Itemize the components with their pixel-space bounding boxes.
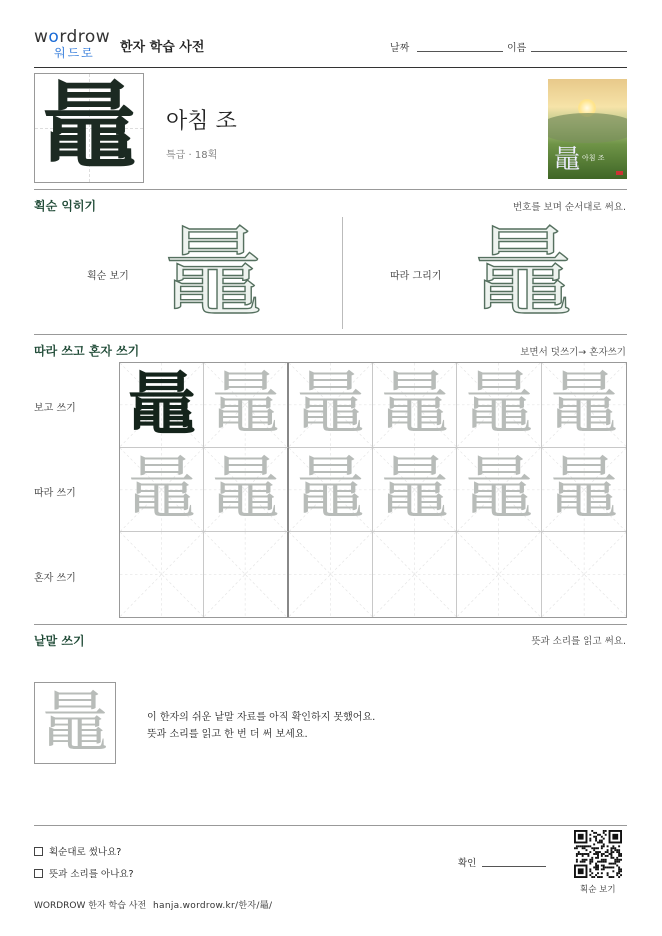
stroke-trace-label: 따라 그리기	[390, 271, 442, 282]
practice-cell[interactable]	[204, 448, 288, 533]
trace-character: 鼂	[380, 365, 449, 444]
thumb-label: 아침 조	[582, 154, 605, 162]
qr-code-icon[interactable]	[574, 830, 622, 878]
confirm-field[interactable]	[482, 866, 546, 867]
vocab-message-line1: 이 한자의 쉬운 낱말 자료를 아직 확인하지 못했어요.	[147, 712, 376, 723]
trace-character: 鼂	[296, 365, 365, 444]
vocab-section-title: 낱말 쓰기	[34, 634, 85, 648]
row-label-solo: 혼자 쓰기	[34, 573, 76, 584]
practice-cell[interactable]	[289, 363, 373, 448]
trace-character: 鼂	[464, 449, 533, 529]
checkbox-icon[interactable]	[34, 869, 43, 878]
vocab-message-line2: 뜻과 소리를 읽고 한 번 더 써 보세요.	[147, 729, 308, 740]
check1-label: 획순대로 썼나요?	[49, 847, 122, 858]
checklist-item-stroke[interactable]	[34, 844, 121, 858]
hero-divider	[34, 189, 627, 190]
stroke-divider	[342, 217, 343, 329]
stroke-trace-character[interactable]: 鼂	[473, 217, 572, 331]
logo-text-pre: w	[34, 27, 49, 47]
practice-cell[interactable]	[120, 532, 204, 617]
confirm-label: 확인	[458, 858, 477, 869]
thumb-character: 鼂	[554, 145, 581, 175]
logo-text-o: o	[48, 27, 60, 47]
hero-character-box	[34, 73, 144, 183]
practice-cell[interactable]	[120, 363, 204, 448]
row-label-trace: 따라 쓰기	[34, 488, 76, 499]
practice-cell[interactable]	[289, 448, 373, 533]
header-divider	[34, 67, 627, 68]
name-label: 이름	[507, 43, 527, 54]
practice-cell[interactable]	[289, 532, 373, 617]
footer-url[interactable]: hanja.wordrow.kr/한자/鼂/	[153, 901, 273, 911]
wordrow-logo	[34, 28, 112, 62]
practice-cell[interactable]	[457, 363, 541, 448]
trace-character: 鼂	[296, 449, 365, 529]
footer-divider	[34, 825, 627, 826]
practice-cell[interactable]	[373, 448, 457, 533]
practice-cell[interactable]	[542, 363, 626, 448]
practice-cell[interactable]	[542, 532, 626, 617]
checkbox-icon[interactable]	[34, 847, 43, 856]
practice-section-title: 따라 쓰고 혼자 쓰기	[34, 344, 140, 358]
date-field[interactable]	[417, 51, 503, 52]
vocab-section-note: 뜻과 소리를 읽고 써요.	[531, 636, 626, 647]
stroke-section-divider	[34, 334, 627, 335]
practice-section-divider	[34, 624, 627, 625]
logo-text-post: rdrow	[59, 27, 111, 47]
practice-cell[interactable]	[373, 363, 457, 448]
hero-grade: 특급 · 18획	[166, 150, 218, 161]
stroke-order-character: 鼂	[163, 217, 262, 331]
date-label: 날짜	[390, 43, 410, 54]
stroke-section-title: 획순 익히기	[34, 199, 97, 213]
practice-cell[interactable]	[120, 448, 204, 533]
trace-character: 鼂	[549, 449, 618, 529]
trace-character: 鼂	[464, 365, 533, 444]
practice-cell[interactable]	[542, 448, 626, 533]
row-label-look: 보고 쓰기	[34, 403, 76, 414]
app-title: 한자 학습 사전	[120, 40, 205, 55]
footer-brand: WORDROW 한자 학습 사전	[34, 901, 147, 911]
qr-label: 획순 보기	[580, 885, 616, 895]
vocab-character-box[interactable]	[34, 682, 116, 764]
check2-label: 뜻과 소리를 아나요?	[49, 869, 134, 880]
trace-character: 鼂	[549, 365, 618, 444]
trace-character: 鼂	[211, 365, 280, 444]
practice-grid	[119, 362, 627, 618]
thumb-badge-icon	[616, 171, 623, 175]
name-field[interactable]	[531, 51, 627, 52]
vocab-character: 鼂	[42, 684, 108, 761]
logo-korean: 워드로	[54, 46, 95, 60]
model-character: 鼂	[127, 365, 196, 445]
trace-character: 鼂	[211, 449, 280, 529]
stroke-section-note: 번호를 보며 순서대로 써요.	[512, 202, 626, 213]
hero-meaning: 아침 조	[166, 109, 237, 134]
checklist-item-meaning[interactable]	[34, 866, 134, 880]
hero-character: 鼂	[41, 72, 136, 182]
practice-section-note: 보면서 덧쓰기→ 혼자쓰기	[520, 347, 626, 358]
trace-character: 鼂	[380, 449, 449, 529]
trace-character: 鼂	[127, 449, 196, 529]
practice-cell[interactable]	[204, 532, 288, 617]
practice-cell[interactable]	[204, 363, 288, 448]
practice-cell[interactable]	[457, 448, 541, 533]
stroke-view-label: 획순 보기	[87, 271, 129, 282]
practice-cell[interactable]	[373, 532, 457, 617]
hero-thumbnail-image	[548, 79, 627, 179]
practice-cell[interactable]	[457, 532, 541, 617]
